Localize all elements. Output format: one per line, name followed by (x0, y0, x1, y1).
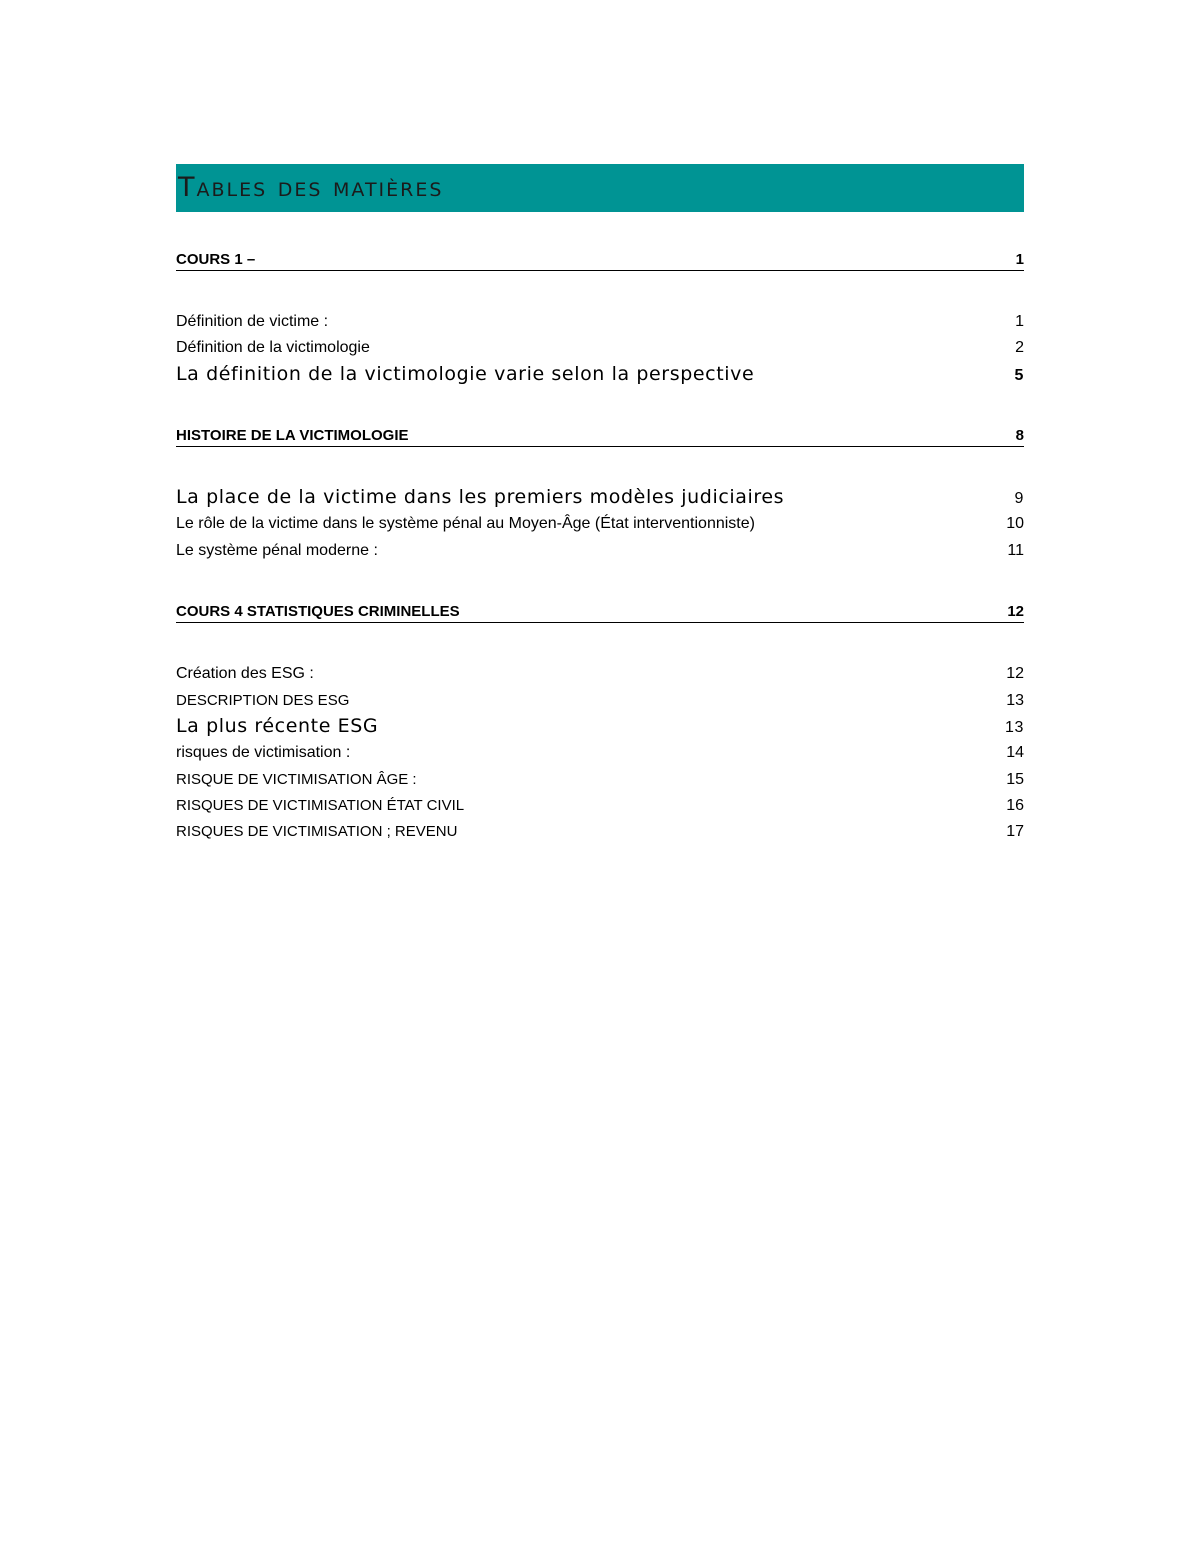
toc-entry-page: 17 (1006, 823, 1024, 840)
toc-entry-page: 5 (1014, 367, 1024, 384)
toc-entry-description-esg[interactable] (176, 691, 1024, 711)
toc-entry-label: Création des ESG : (176, 665, 314, 682)
toc-entry-label: COURS 4 STATISTIQUES CRIMINELLES (176, 603, 460, 620)
toc-entry-label: HISTOIRE DE LA VICTIMOLOGIE (176, 427, 409, 444)
toc-entry-label: risques de victimisation : (176, 744, 351, 761)
toc-entry-label: La place de la victime dans les premiers modèles judiciaires (176, 486, 785, 508)
toc-entry-risques-victimisation[interactable] (176, 743, 1024, 763)
toc-entry-page: 13 (1006, 692, 1024, 709)
toc-entry-page: 16 (1006, 797, 1024, 814)
toc-entry-definition-victime[interactable] (176, 312, 1024, 332)
toc-entry-label: Le rôle de la victime dans le système pénal au Moyen-Âge (État interventionniste) (176, 515, 755, 532)
toc-heading-cours-4[interactable] (176, 603, 1024, 623)
toc-entry-definition-victimologie[interactable] (176, 338, 1024, 358)
toc-entry-label: Définition de victime : (176, 313, 329, 330)
toc-entry-page: 10 (1006, 515, 1024, 532)
toc-entry-page: 12 (1007, 603, 1024, 620)
toc-entry-label: COURS 1 – (176, 251, 256, 268)
toc-title: Tables des matières (178, 172, 444, 203)
toc-entry-plus-recente-esg[interactable] (176, 715, 1024, 739)
toc-entry-page: 12 (1006, 665, 1024, 682)
toc-entry-page: 15 (1006, 771, 1024, 788)
toc-entry-page: 1 (1015, 251, 1024, 268)
toc-entry-risque-age[interactable] (176, 770, 1024, 790)
toc-heading-histoire[interactable] (176, 427, 1024, 447)
toc-entry-creation-esg[interactable] (176, 664, 1024, 684)
toc-entry-label: RISQUES DE VICTIMISATION ÉTAT CIVIL (176, 797, 465, 814)
toc-entry-systeme-penal[interactable] (176, 541, 1024, 561)
toc-title-bar (176, 164, 1024, 212)
toc-entry-label: RISQUES DE VICTIMISATION ; REVENU (176, 823, 458, 840)
toc-entry-risques-revenu[interactable] (176, 822, 1024, 842)
toc-entry-label: Définition de la victimologie (176, 339, 370, 356)
toc-entry-page: 11 (1007, 542, 1024, 559)
toc-entry-definition-varie[interactable] (176, 363, 1024, 387)
toc-entry-label: La plus récente ESG (176, 715, 379, 737)
toc-entry-label: DESCRIPTION DES ESG (176, 692, 350, 709)
toc-heading-cours-1[interactable] (176, 251, 1024, 271)
toc-entry-page: 13 (1005, 719, 1024, 736)
toc-entry-place-victime[interactable] (176, 486, 1024, 510)
toc-entry-page: 1 (1015, 313, 1024, 330)
toc-entry-risques-etat-civil[interactable] (176, 796, 1024, 816)
toc-entry-page: 2 (1015, 339, 1024, 356)
toc-entry-page: 14 (1006, 744, 1024, 761)
toc-entry-page: 9 (1014, 490, 1024, 507)
toc-entry-page: 8 (1015, 427, 1024, 444)
toc-entry-label: Le système pénal moderne : (176, 542, 378, 559)
toc-entry-label: RISQUE DE VICTIMISATION ÂGE : (176, 771, 417, 788)
toc-entry-label: La définition de la victimologie varie selon la perspective (176, 363, 755, 385)
toc-entry-role-victime[interactable] (176, 514, 1024, 534)
